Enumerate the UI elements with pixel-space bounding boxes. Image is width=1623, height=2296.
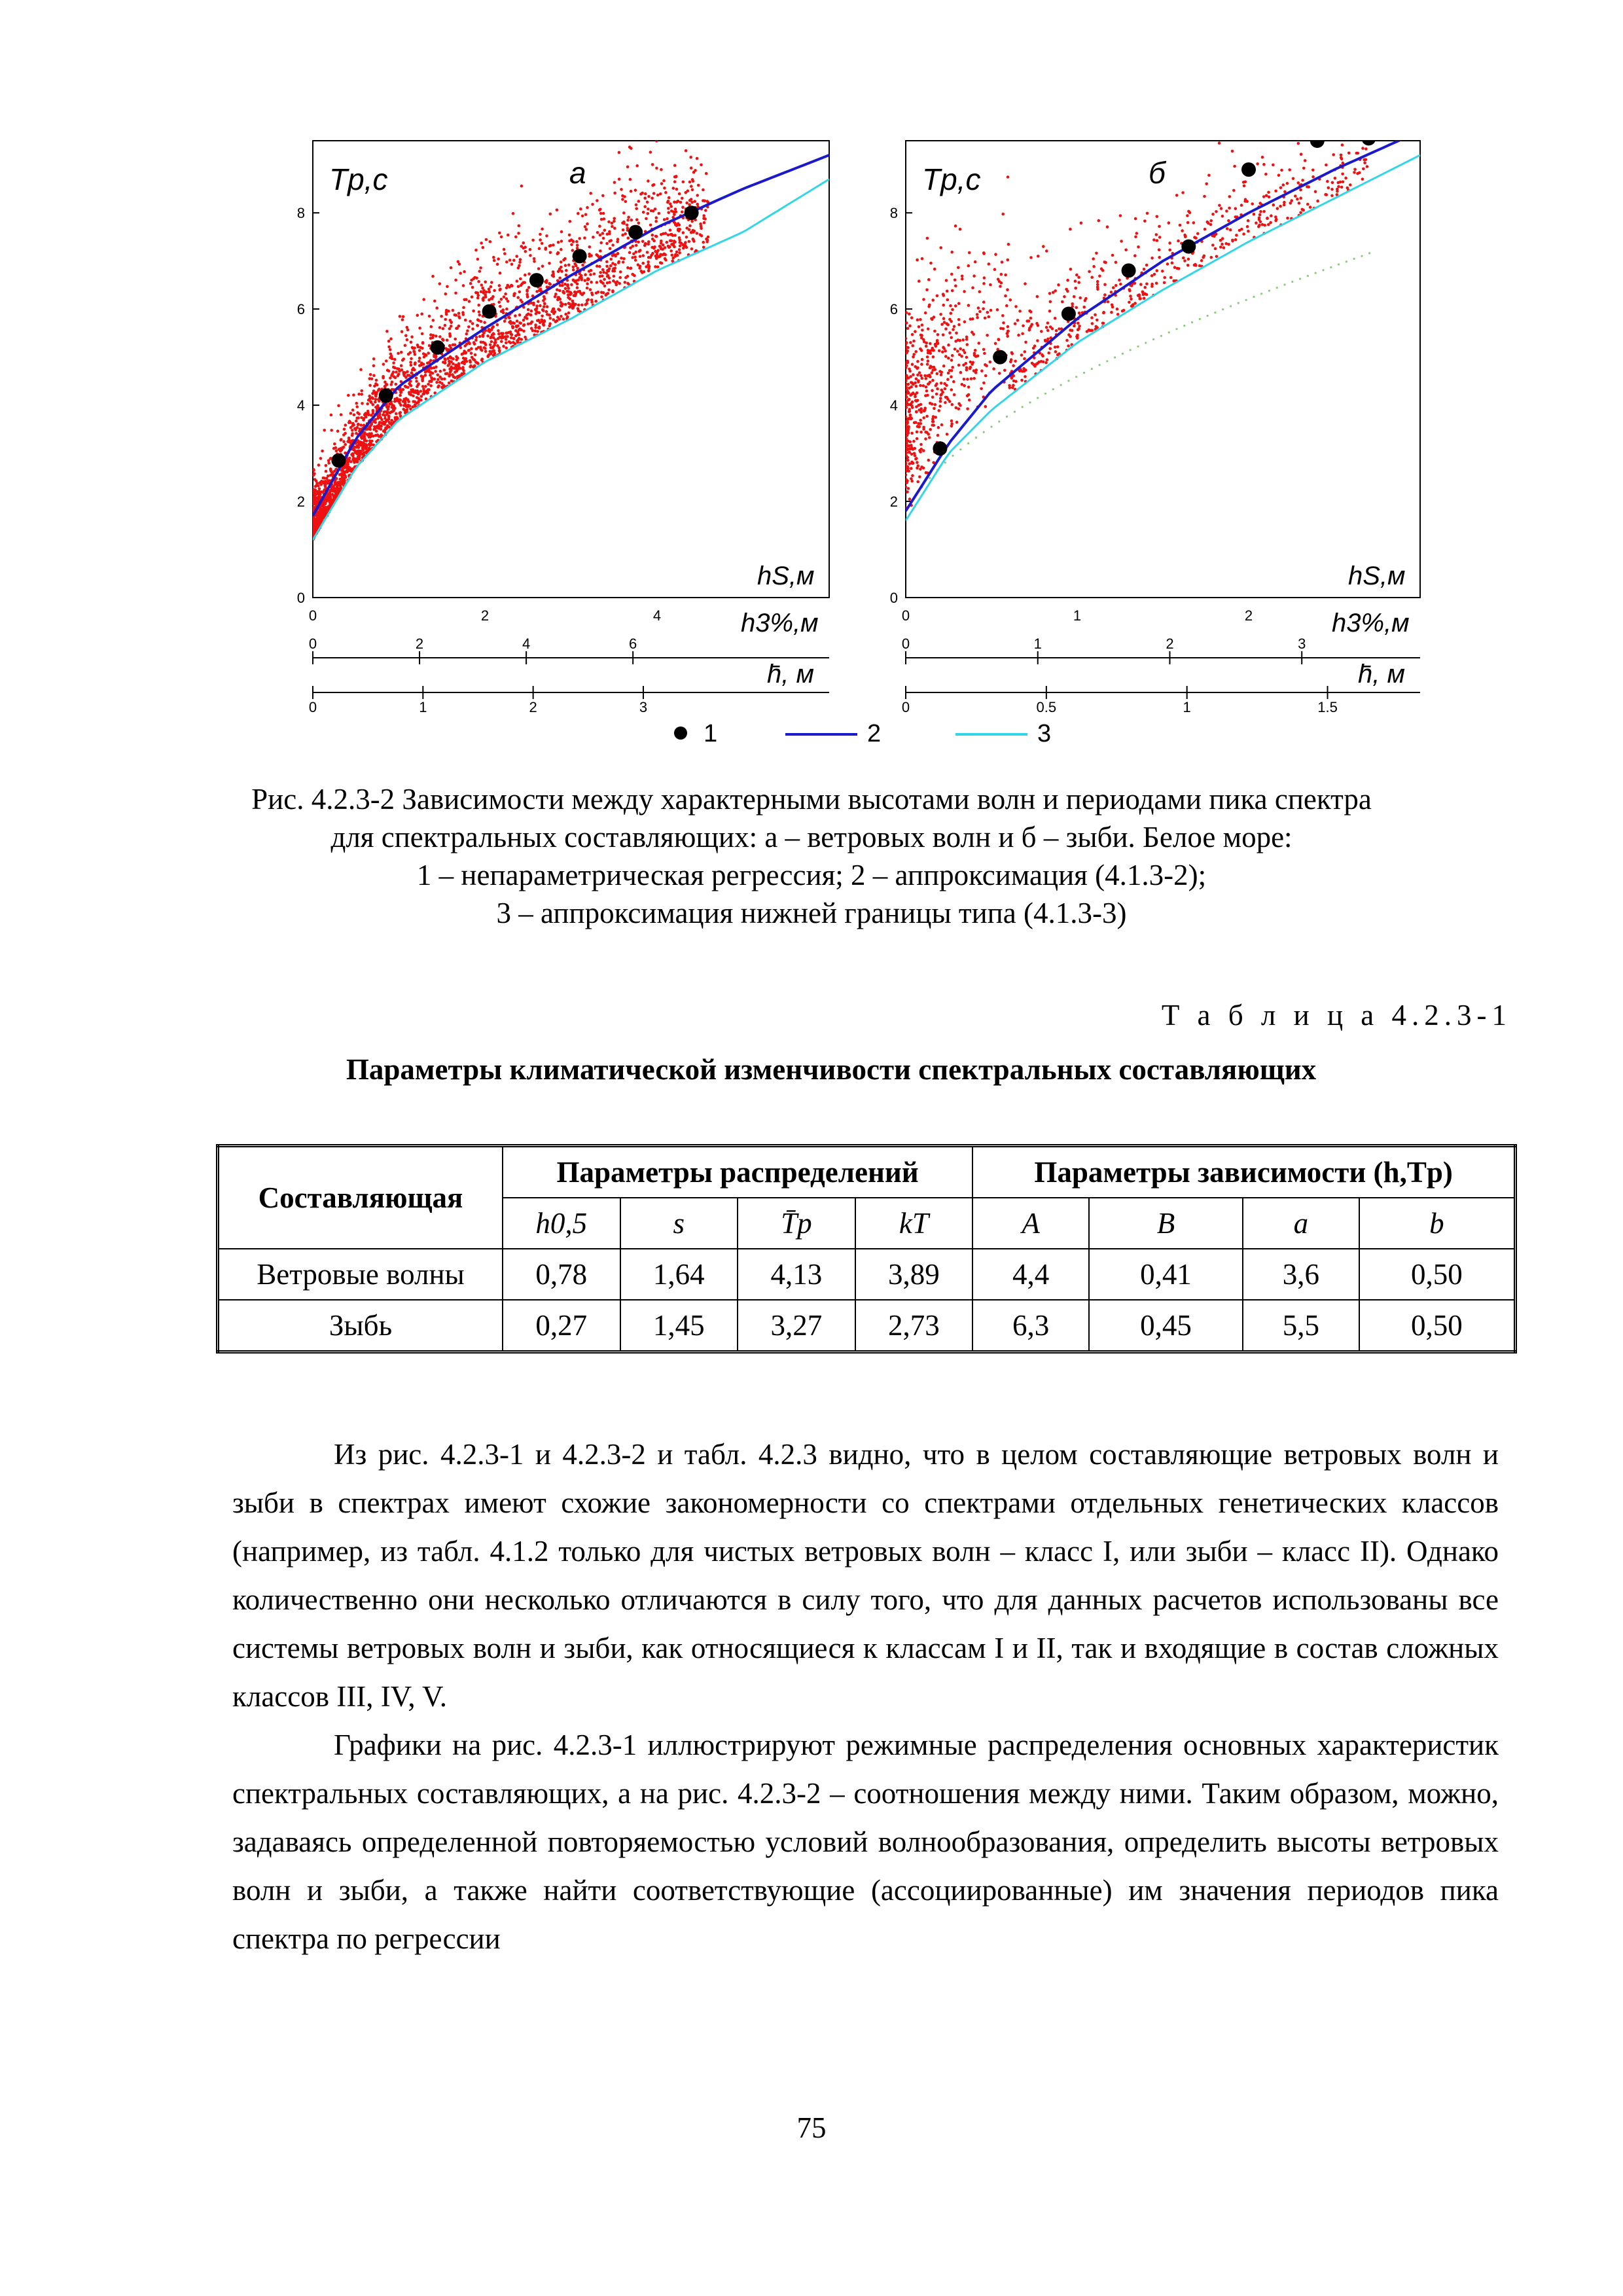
table-cell: 4,13	[738, 1249, 855, 1300]
y-tick-label: 0	[889, 590, 898, 606]
header-dependence: Параметры зависимости (h,Tp)	[972, 1146, 1515, 1198]
x-tick-label: 1	[419, 699, 427, 715]
x-tick-label: 0	[901, 636, 910, 652]
sub-header-cell: B	[1089, 1198, 1243, 1249]
scatter-cloud	[904, 98, 1369, 510]
sub-header-cell: s	[620, 1198, 738, 1249]
regression-point	[482, 304, 497, 319]
x-tick-label: 1	[1033, 636, 1042, 652]
header-distribution: Параметры распределений	[503, 1146, 972, 1198]
table-cell: 2,73	[855, 1300, 973, 1352]
x-tick-label: 2	[415, 636, 424, 652]
chart-panel-b	[890, 98, 1420, 715]
x-tick-label: 0	[901, 699, 910, 715]
legend-label-2: 2	[867, 720, 882, 747]
panel-letter: б	[1149, 156, 1166, 190]
y-tick-label: 4	[296, 397, 305, 414]
body-text	[232, 1430, 1499, 1963]
x-tick-label: 1.5	[1317, 699, 1338, 715]
y-tick-label: 8	[889, 205, 898, 222]
x-axis-label-3: h̄, м	[1358, 660, 1405, 689]
table-cell: 3,6	[1243, 1249, 1359, 1300]
table-number: Т а б л и ц а 4.2.3-1	[1161, 999, 1512, 1031]
faint-dotted-curve	[914, 252, 1371, 499]
table-cell: 0,50	[1359, 1249, 1516, 1300]
regression-point	[331, 454, 346, 468]
table-cell: 0,45	[1089, 1300, 1243, 1352]
sub-header-cell: b	[1359, 1198, 1516, 1249]
y-tick-label: 2	[296, 493, 305, 511]
y-tick-label: 6	[889, 301, 898, 318]
figure-caption	[196, 780, 1427, 932]
caption-line-1: Рис. 4.2.3-2 Зависимости между характерными высотами волн и периодами пика спектра	[251, 783, 1372, 816]
x-tick-label: 0	[901, 607, 910, 624]
table-cell: 3,89	[855, 1249, 973, 1300]
figure-charts	[0, 0, 1623, 772]
x-tick-label: 4	[652, 607, 662, 624]
plot-frame	[313, 141, 829, 598]
x-axis-label-3: h̄, м	[767, 660, 814, 689]
table-cell: 0,50	[1359, 1300, 1516, 1352]
table-title: Параметры климатической изменчивости спектральных составляющих	[346, 1053, 1317, 1086]
y-tick-label: 2	[889, 493, 898, 511]
chart-panel-a	[297, 111, 829, 715]
sub-header-cell: a	[1243, 1198, 1359, 1249]
curve-3	[313, 179, 829, 540]
sub-header-cell: kT	[855, 1198, 973, 1249]
x-tick-label: 2	[480, 607, 490, 624]
regression-point	[1061, 307, 1076, 321]
x-axis-label-2: h3%,м	[1332, 609, 1410, 637]
table-cell: 3,27	[738, 1300, 855, 1352]
paragraph: Графики на рис. 4.2.3-1 иллюстрируют режимные распределения основных характеристик спектральных составляющих, а на рис. 4.2.3-2 – соотношения между ними. Таким образом, можно, задаваясь определенной повторяемостью условий волнообразования, определить высоты ветровых волн и зыби, а также найти соответствующие (ассоциированные) им значения периодов пика спектра по регрессии	[232, 1729, 1499, 1955]
row-label: Ветровые волны	[218, 1249, 503, 1300]
table-cell: 1,45	[620, 1300, 738, 1352]
table-cell: 4,4	[972, 1249, 1089, 1300]
regression-point	[628, 225, 643, 240]
table-cell: 0,78	[503, 1249, 620, 1300]
regression-point	[1310, 134, 1325, 148]
x-tick-label: 2	[529, 699, 537, 715]
legend-label-3: 3	[1037, 720, 1052, 747]
legend-marker-1	[674, 726, 687, 740]
figure	[0, 0, 1623, 772]
regression-point	[573, 249, 587, 263]
sub-header-cell: T̄p	[738, 1198, 855, 1249]
plot-frame	[906, 141, 1420, 598]
x-tick-label: 3	[1298, 636, 1306, 652]
x-axis-label-2: h3%,м	[741, 609, 819, 637]
regression-point	[379, 388, 393, 403]
row-label: Зыбь	[218, 1300, 503, 1352]
table-cell: 1,64	[620, 1249, 738, 1300]
y-axis-label: Tр,с	[922, 162, 981, 196]
x-tick-label: 0.5	[1036, 699, 1057, 715]
regression-point	[685, 206, 699, 220]
caption-line-3: 1 – непараметрическая регрессия; 2 – аппроксимация (4.1.3-2);	[416, 859, 1207, 891]
table-cell: 0,41	[1089, 1249, 1243, 1300]
x-tick-label: 0	[308, 699, 317, 715]
y-tick-label: 6	[296, 301, 305, 318]
regression-point	[993, 350, 1007, 365]
table-cell: 5,5	[1243, 1300, 1359, 1352]
curve-3	[906, 155, 1420, 520]
regression-point	[529, 273, 544, 287]
regression-point	[1361, 131, 1376, 145]
y-tick-label: 0	[296, 590, 305, 606]
regression-point	[933, 441, 947, 456]
y-axis-label: Tр,с	[329, 162, 388, 196]
x-tick-label: 3	[639, 699, 648, 715]
x-tick-label: 1	[1073, 607, 1082, 624]
caption-line-4: 3 – аппроксимация нижней границы типа (4.1.3-3)	[496, 897, 1127, 929]
table-row	[218, 1249, 1516, 1300]
y-tick-label: 4	[889, 397, 898, 414]
legend-label-1: 1	[704, 720, 718, 747]
x-tick-label: 6	[629, 636, 637, 652]
regression-point	[1122, 263, 1136, 278]
x-tick-label: 4	[522, 636, 531, 652]
sub-header-cell: A	[972, 1198, 1089, 1249]
x-tick-label: 1	[1183, 699, 1191, 715]
y-tick-label: 8	[296, 205, 305, 222]
regression-point	[1181, 240, 1196, 254]
parameters-table	[216, 1144, 1517, 1354]
x-tick-label: 2	[1244, 607, 1253, 624]
regression-point	[431, 340, 445, 355]
x-tick-label: 0	[308, 607, 317, 624]
panel-letter: а	[569, 156, 586, 190]
regression-point	[1241, 162, 1256, 177]
figure-legend	[674, 720, 1051, 747]
paragraph: Из рис. 4.2.3-1 и 4.2.3-2 и табл. 4.2.3 видно, что в целом составляющие ветровых волн и зыби в спектрах имеют схожие закономерности со спектрами отдельных генетических классов (например, из табл. 4.1.2 только для чистых ветровых волн – класс I, или зыби – класс II). Однако количественно они несколько отличаются в силу того, что для данных расчетов использованы все системы ветровых волн и зыби, как относящиеся к классам I и II, так и входящие в состав сложных классов III, IV, V.	[232, 1438, 1499, 1713]
x-tick-label: 0	[308, 636, 317, 652]
x-tick-label: 2	[1166, 636, 1174, 652]
table-row	[218, 1300, 1516, 1352]
page-number: 75	[796, 2111, 827, 2144]
table-cell: 6,3	[972, 1300, 1089, 1352]
x-axis-label: hS,м	[1348, 562, 1406, 590]
sub-header-cell: h0,5	[503, 1198, 620, 1249]
curve-2	[313, 155, 829, 516]
x-axis-label: hS,м	[757, 562, 815, 590]
caption-line-2: для спектральных составляющих: а – ветровых волн и б – зыби. Белое море:	[330, 821, 1293, 853]
header-component: Составляющая	[218, 1146, 503, 1249]
table-cell: 0,27	[503, 1300, 620, 1352]
